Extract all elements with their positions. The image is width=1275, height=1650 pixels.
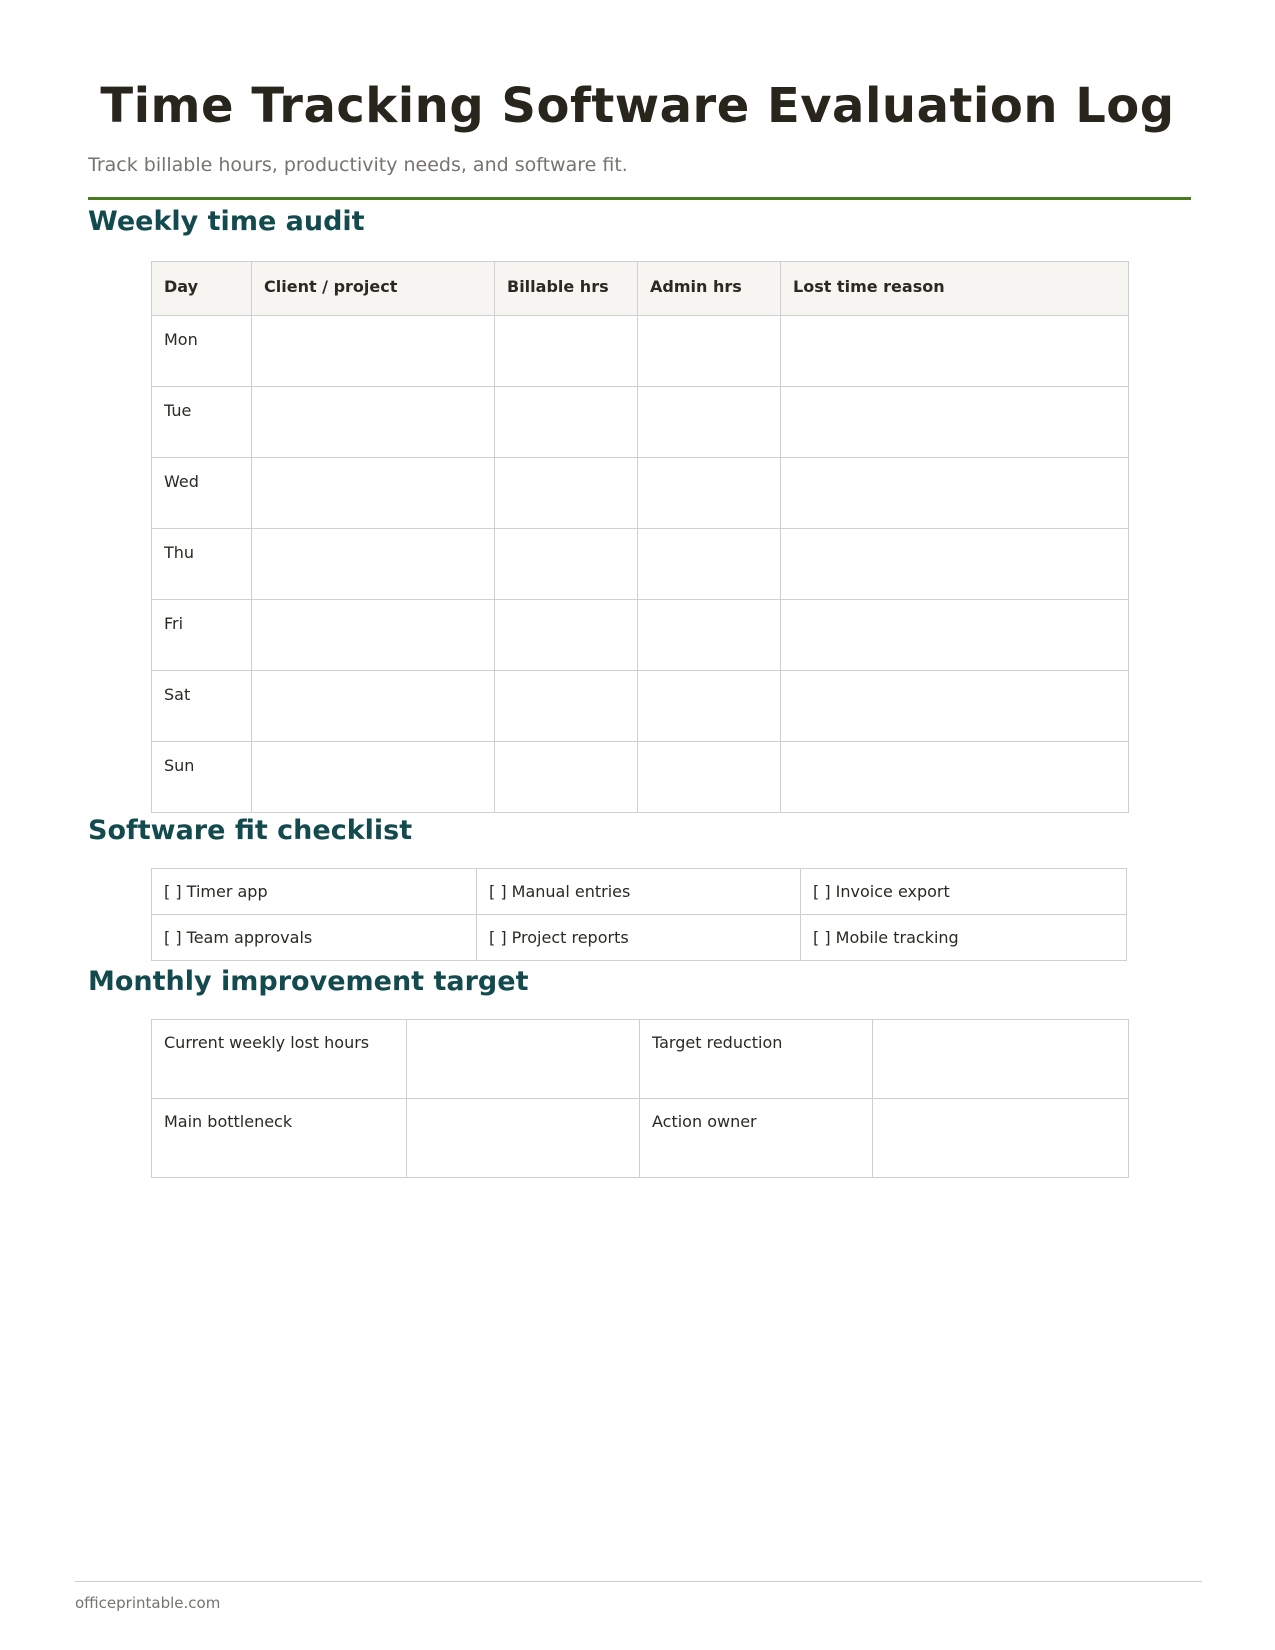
target-reduction-field[interactable] xyxy=(873,1020,1129,1099)
column-header-admin-hrs: Admin hrs xyxy=(638,262,781,316)
weekly-audit-table xyxy=(151,261,1129,813)
table-row xyxy=(152,600,1129,671)
table-row xyxy=(152,458,1129,529)
table-row xyxy=(152,1020,1129,1099)
client-project-cell[interactable] xyxy=(252,387,495,458)
admin-hrs-cell[interactable] xyxy=(638,387,781,458)
lost-time-reason-cell[interactable] xyxy=(781,742,1129,813)
billable-hrs-cell[interactable] xyxy=(495,529,638,600)
table-row xyxy=(152,671,1129,742)
day-cell: Fri xyxy=(152,600,252,671)
label-action-owner: Action owner xyxy=(640,1099,873,1178)
monthly-target-table xyxy=(151,1019,1129,1178)
lost-time-reason-cell[interactable] xyxy=(781,316,1129,387)
admin-hrs-cell[interactable] xyxy=(638,671,781,742)
label-main-bottleneck: Main bottleneck xyxy=(152,1099,407,1178)
table-row xyxy=(152,529,1129,600)
day-cell: Tue xyxy=(152,387,252,458)
client-project-cell[interactable] xyxy=(252,458,495,529)
title-divider xyxy=(88,197,1191,200)
weekly-audit-heading: Weekly time audit xyxy=(88,206,365,237)
client-project-cell[interactable] xyxy=(252,671,495,742)
label-target-reduction: Target reduction xyxy=(640,1020,873,1099)
lost-time-reason-cell[interactable] xyxy=(781,529,1129,600)
checklist-item-timer-app[interactable]: [ ] Timer app xyxy=(152,869,477,915)
label-current-weekly-lost-hours: Current weekly lost hours xyxy=(152,1020,407,1099)
column-header-billable-hrs: Billable hrs xyxy=(495,262,638,316)
current-weekly-lost-hours-field[interactable] xyxy=(407,1020,640,1099)
admin-hrs-cell[interactable] xyxy=(638,458,781,529)
table-row xyxy=(152,1099,1129,1178)
page-title: Time Tracking Software Evaluation Log xyxy=(100,78,1175,134)
day-cell: Sun xyxy=(152,742,252,813)
day-cell: Thu xyxy=(152,529,252,600)
table-row xyxy=(152,869,1127,915)
checklist-item-invoice-export[interactable]: [ ] Invoice export xyxy=(801,869,1127,915)
checklist-item-mobile-tracking[interactable]: [ ] Mobile tracking xyxy=(801,915,1127,961)
admin-hrs-cell[interactable] xyxy=(638,742,781,813)
checklist-item-team-approvals[interactable]: [ ] Team approvals xyxy=(152,915,477,961)
billable-hrs-cell[interactable] xyxy=(495,458,638,529)
checklist-heading: Software fit checklist xyxy=(88,815,413,846)
day-cell: Wed xyxy=(152,458,252,529)
client-project-cell[interactable] xyxy=(252,529,495,600)
billable-hrs-cell[interactable] xyxy=(495,316,638,387)
table-header-row xyxy=(152,262,1129,316)
lost-time-reason-cell[interactable] xyxy=(781,600,1129,671)
day-cell: Sat xyxy=(152,671,252,742)
table-row xyxy=(152,742,1129,813)
checklist-item-project-reports[interactable]: [ ] Project reports xyxy=(477,915,801,961)
column-header-day: Day xyxy=(152,262,252,316)
column-header-lost-time-reason: Lost time reason xyxy=(781,262,1129,316)
billable-hrs-cell[interactable] xyxy=(495,600,638,671)
table-row xyxy=(152,387,1129,458)
column-header-client-project: Client / project xyxy=(252,262,495,316)
monthly-target-heading: Monthly improvement target xyxy=(88,966,529,997)
admin-hrs-cell[interactable] xyxy=(638,529,781,600)
client-project-cell[interactable] xyxy=(252,600,495,671)
billable-hrs-cell[interactable] xyxy=(495,387,638,458)
client-project-cell[interactable] xyxy=(252,742,495,813)
lost-time-reason-cell[interactable] xyxy=(781,671,1129,742)
action-owner-field[interactable] xyxy=(873,1099,1129,1178)
day-cell: Mon xyxy=(152,316,252,387)
admin-hrs-cell[interactable] xyxy=(638,316,781,387)
checklist-item-manual-entries[interactable]: [ ] Manual entries xyxy=(477,869,801,915)
footer-site: officeprintable.com xyxy=(75,1594,221,1612)
billable-hrs-cell[interactable] xyxy=(495,671,638,742)
client-project-cell[interactable] xyxy=(252,316,495,387)
billable-hrs-cell[interactable] xyxy=(495,742,638,813)
footer-divider xyxy=(75,1581,1202,1582)
lost-time-reason-cell[interactable] xyxy=(781,387,1129,458)
admin-hrs-cell[interactable] xyxy=(638,600,781,671)
software-fit-checklist xyxy=(151,868,1127,961)
table-row xyxy=(152,915,1127,961)
main-bottleneck-field[interactable] xyxy=(407,1099,640,1178)
lost-time-reason-cell[interactable] xyxy=(781,458,1129,529)
table-row xyxy=(152,316,1129,387)
page-subtitle: Track billable hours, productivity needs, and software fit. xyxy=(88,154,628,176)
